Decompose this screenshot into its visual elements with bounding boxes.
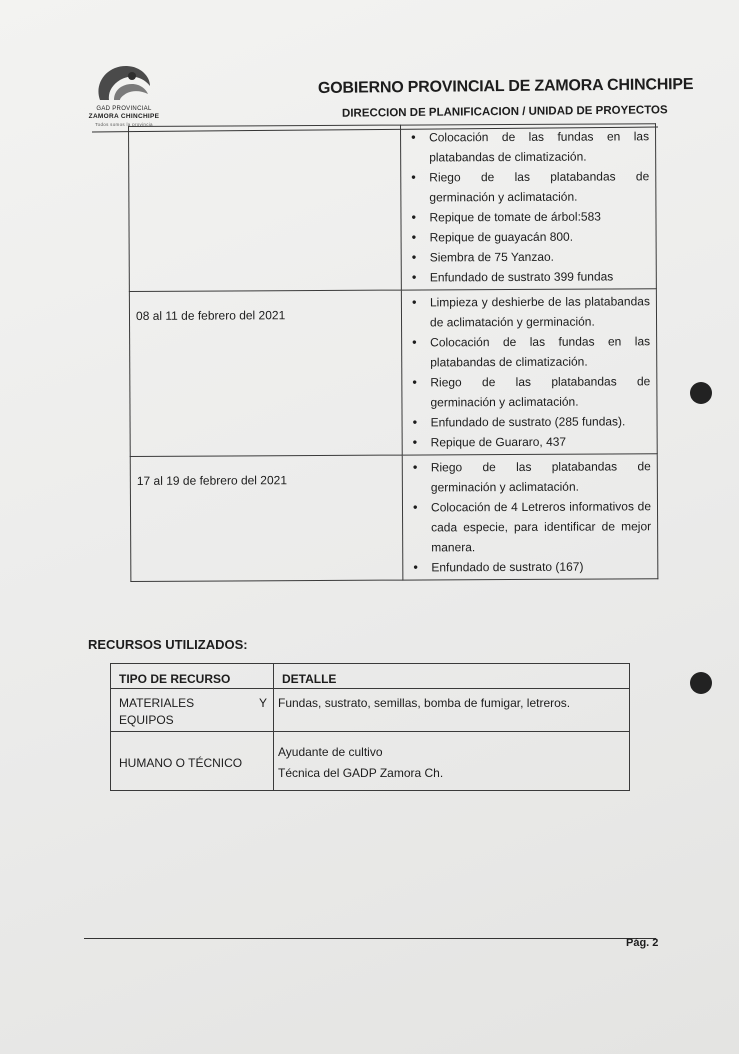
items-cell	[400, 124, 656, 290]
table-row	[111, 689, 630, 732]
activity-list	[409, 126, 650, 287]
punch-hole-icon	[690, 672, 712, 694]
list-item: • Enfundado de sustrato (285 fundas).	[411, 411, 651, 432]
date-cell	[129, 125, 402, 291]
resource-type-cell	[111, 689, 274, 732]
activities-table	[128, 123, 658, 582]
column-header-detail: DETALLE	[274, 664, 630, 689]
footer-divider	[84, 938, 656, 939]
resource-detail-text: Técnica del GADP Zamora Ch.	[278, 766, 444, 780]
list-item: • Enfundado de sustrato (167)	[411, 556, 651, 577]
list-item: • Riego de las platabandas de germinación y aclimatación.	[410, 371, 650, 412]
list-item: • Repique de tomate de árbol:583	[409, 206, 649, 227]
punch-hole-icon	[690, 382, 712, 404]
logo-line-3: Todos somos la provincia	[95, 122, 153, 127]
table-row	[111, 732, 630, 791]
logo-line-1: GAD PROVINCIAL	[96, 106, 152, 112]
list-item: • Repique de guayacán 800.	[410, 226, 650, 247]
logo-line-2: ZAMORA CHINCHIPE	[88, 113, 160, 120]
column-header-type: TIPO DE RECURSO	[111, 664, 274, 689]
list-item: • Limpieza y deshierbe de las platabandas de aclimatación y germinación.	[410, 291, 650, 332]
table-row	[129, 289, 657, 457]
resource-type-line	[119, 695, 267, 712]
table-header-row	[111, 664, 630, 689]
gad-logo	[84, 62, 164, 132]
date-cell	[129, 290, 402, 456]
table-row	[130, 454, 658, 582]
list-item: • Riego de las platabandas de germinación y aclimatación.	[409, 166, 649, 207]
page-subtitle: DIRECCION DE PLANIFICACION / UNIDAD DE PROYECTOS	[341, 104, 668, 120]
activity-date: 17 al 19 de febrero del 2021	[136, 473, 288, 488]
list-item: • Siembra de 75 Yanzao.	[410, 246, 650, 267]
page-title: GOBIERNO PROVINCIAL DE ZAMORA CHINCHIPE	[317, 76, 694, 97]
page-number: Pág. 2	[626, 937, 659, 949]
resource-type-text: EQUIPOS	[119, 713, 174, 727]
resource-type-cell	[111, 732, 274, 791]
resource-type-conj: Y	[258, 696, 267, 710]
activity-date	[135, 126, 394, 141]
resources-heading: RECURSOS UTILIZADOS:	[88, 637, 248, 652]
activity-list	[411, 456, 652, 577]
resource-detail-cell	[274, 689, 630, 732]
logo-emblem-icon	[92, 62, 154, 104]
resource-type-text: MATERIALES	[119, 696, 195, 710]
list-item: • Riego de las platabandas de germinación y aclimatación.	[411, 456, 651, 497]
table-row	[129, 124, 657, 292]
resource-type-text: HUMANO O TÉCNICO	[119, 755, 243, 770]
date-cell	[130, 455, 403, 581]
list-item: • Colocación de las fundas en las platabandas de climatización.	[409, 126, 649, 167]
list-item: • Repique de Guararo, 437	[411, 431, 651, 452]
items-cell	[402, 454, 658, 580]
list-item: • Colocación de 4 Letreros informativos de cada especie, para identificar de mejor manera.	[411, 496, 651, 557]
resources-table	[110, 663, 630, 791]
resource-detail-text: Ayudante de cultivo	[278, 745, 383, 759]
list-item: • Colocación de las fundas en las platabandas de climatización.	[410, 331, 650, 372]
resource-detail-cell	[274, 732, 630, 791]
items-cell	[401, 289, 657, 455]
list-item: • Enfundado de sustrato 399 fundas	[410, 266, 650, 287]
activity-date: 08 al 11 de febrero del 2021	[135, 308, 286, 323]
resource-detail-text: Fundas, sustrato, semillas, bomba de fumigar, letreros.	[278, 696, 571, 710]
activity-list	[410, 291, 651, 452]
